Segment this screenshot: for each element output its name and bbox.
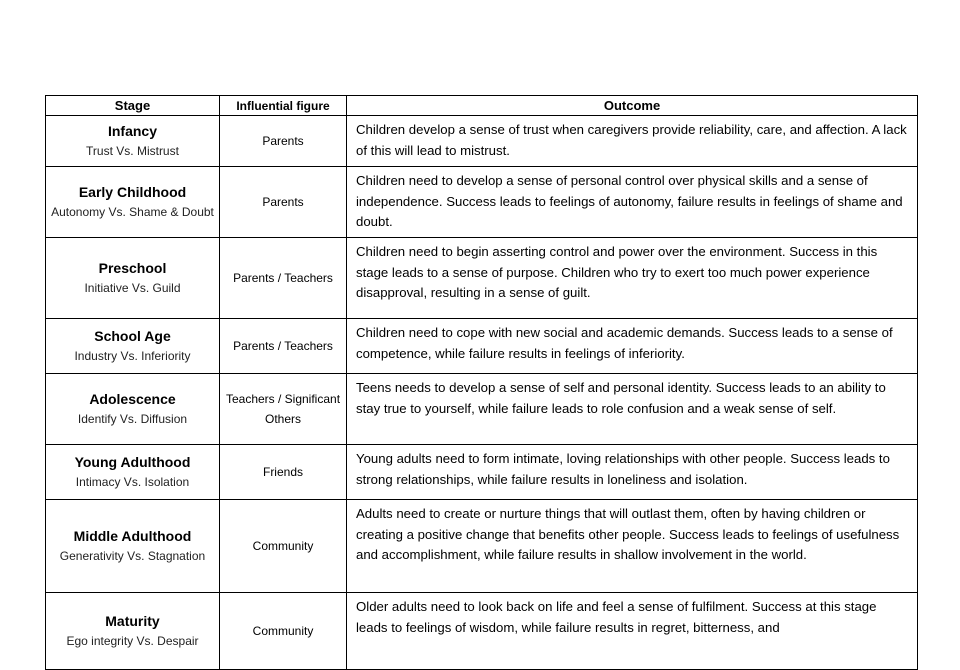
outcome-cell: Children need to begin asserting control and power over the environment. Success in this stage leads to a sense of purpose. Children who try to exert too much power experience disapproval, resulting in a sense of guilt. bbox=[347, 238, 918, 319]
stage-conflict: Ego integrity Vs. Despair bbox=[66, 634, 199, 648]
stage-cell bbox=[46, 167, 220, 238]
influential-figure-cell: Parents bbox=[220, 167, 347, 238]
influential-figure-cell: Parents / Teachers bbox=[220, 238, 347, 319]
stage-name: Maturity bbox=[105, 613, 160, 629]
psychosocial-stages-table bbox=[45, 95, 918, 670]
influential-figure-cell: Community bbox=[220, 500, 347, 593]
influential-figure-cell: Teachers / Significant Others bbox=[220, 374, 347, 445]
stage-conflict: Generativity Vs. Stagnation bbox=[59, 549, 206, 563]
stage-cell bbox=[46, 374, 220, 445]
outcome-cell: Young adults need to form intimate, loving relationships with other people. Success leads to strong relationships, while failure results in loneliness and isolation. bbox=[347, 445, 918, 500]
outcome-cell: Teens needs to develop a sense of self and personal identity. Success leads to an ability to stay true to yourself, while failure leads to role confusion and a weak sense of self. bbox=[347, 374, 918, 445]
outcome-cell: Children need to cope with new social and academic demands. Success leads to a sense of competence, while failure results in feelings of inferiority. bbox=[347, 319, 918, 374]
header-stage: Stage bbox=[46, 96, 220, 116]
table-row bbox=[46, 374, 918, 445]
stage-cell bbox=[46, 500, 220, 593]
stage-name: Adolescence bbox=[89, 391, 176, 407]
table-row bbox=[46, 593, 918, 670]
stage-name: Young Adulthood bbox=[74, 454, 191, 470]
stage-conflict: Identify Vs. Diffusion bbox=[77, 412, 188, 426]
stage-conflict: Trust Vs. Mistrust bbox=[86, 144, 179, 158]
influential-figure-cell: Parents bbox=[220, 116, 347, 167]
table-row bbox=[46, 116, 918, 167]
table-row bbox=[46, 238, 918, 319]
outcome-cell: Children need to develop a sense of personal control over physical skills and a sense of independence. Success leads to feelings of autonomy, failure results in feelings of shame and doubt. bbox=[347, 167, 918, 238]
outcome-cell: Adults need to create or nurture things that will outlast them, often by having children or creating a positive change that benefits other people. Success leads to feelings of usefulness and accomplishment, while failure results in shallow involvement in the world. bbox=[347, 500, 918, 593]
stage-cell bbox=[46, 238, 220, 319]
stage-conflict: Autonomy Vs. Shame & Doubt bbox=[51, 205, 214, 219]
influential-figure-cell: Community bbox=[220, 593, 347, 670]
stage-name: School Age bbox=[94, 328, 171, 344]
stage-name: Preschool bbox=[98, 260, 167, 276]
influential-figure-cell: Parents / Teachers bbox=[220, 319, 347, 374]
stage-name: Infancy bbox=[107, 123, 157, 139]
header-influential-figure: Influential figure bbox=[220, 96, 347, 116]
outcome-cell: Children develop a sense of trust when caregivers provide reliability, care, and affection. A lack of this will lead to mistrust. bbox=[347, 116, 918, 167]
stage-cell bbox=[46, 116, 220, 167]
stage-name: Early Childhood bbox=[78, 184, 187, 200]
stage-conflict: Intimacy Vs. Isolation bbox=[75, 475, 190, 489]
table-row bbox=[46, 319, 918, 374]
table-row bbox=[46, 167, 918, 238]
stage-cell bbox=[46, 445, 220, 500]
table-row bbox=[46, 500, 918, 593]
table-header-row bbox=[46, 96, 918, 116]
influential-figure-cell: Friends bbox=[220, 445, 347, 500]
outcome-cell: Older adults need to look back on life and feel a sense of fulfilment. Success at this stage leads to feelings of wisdom, while failure results in regret, bitterness, and bbox=[347, 593, 918, 670]
stage-conflict: Industry Vs. Inferiority bbox=[74, 349, 191, 363]
stages-table-wrapper bbox=[45, 95, 917, 670]
stage-cell bbox=[46, 319, 220, 374]
stage-name: Middle Adulthood bbox=[73, 528, 192, 544]
header-outcome: Outcome bbox=[347, 96, 918, 116]
stage-cell bbox=[46, 593, 220, 670]
stage-conflict: Initiative Vs. Guild bbox=[84, 281, 181, 295]
table-row bbox=[46, 445, 918, 500]
